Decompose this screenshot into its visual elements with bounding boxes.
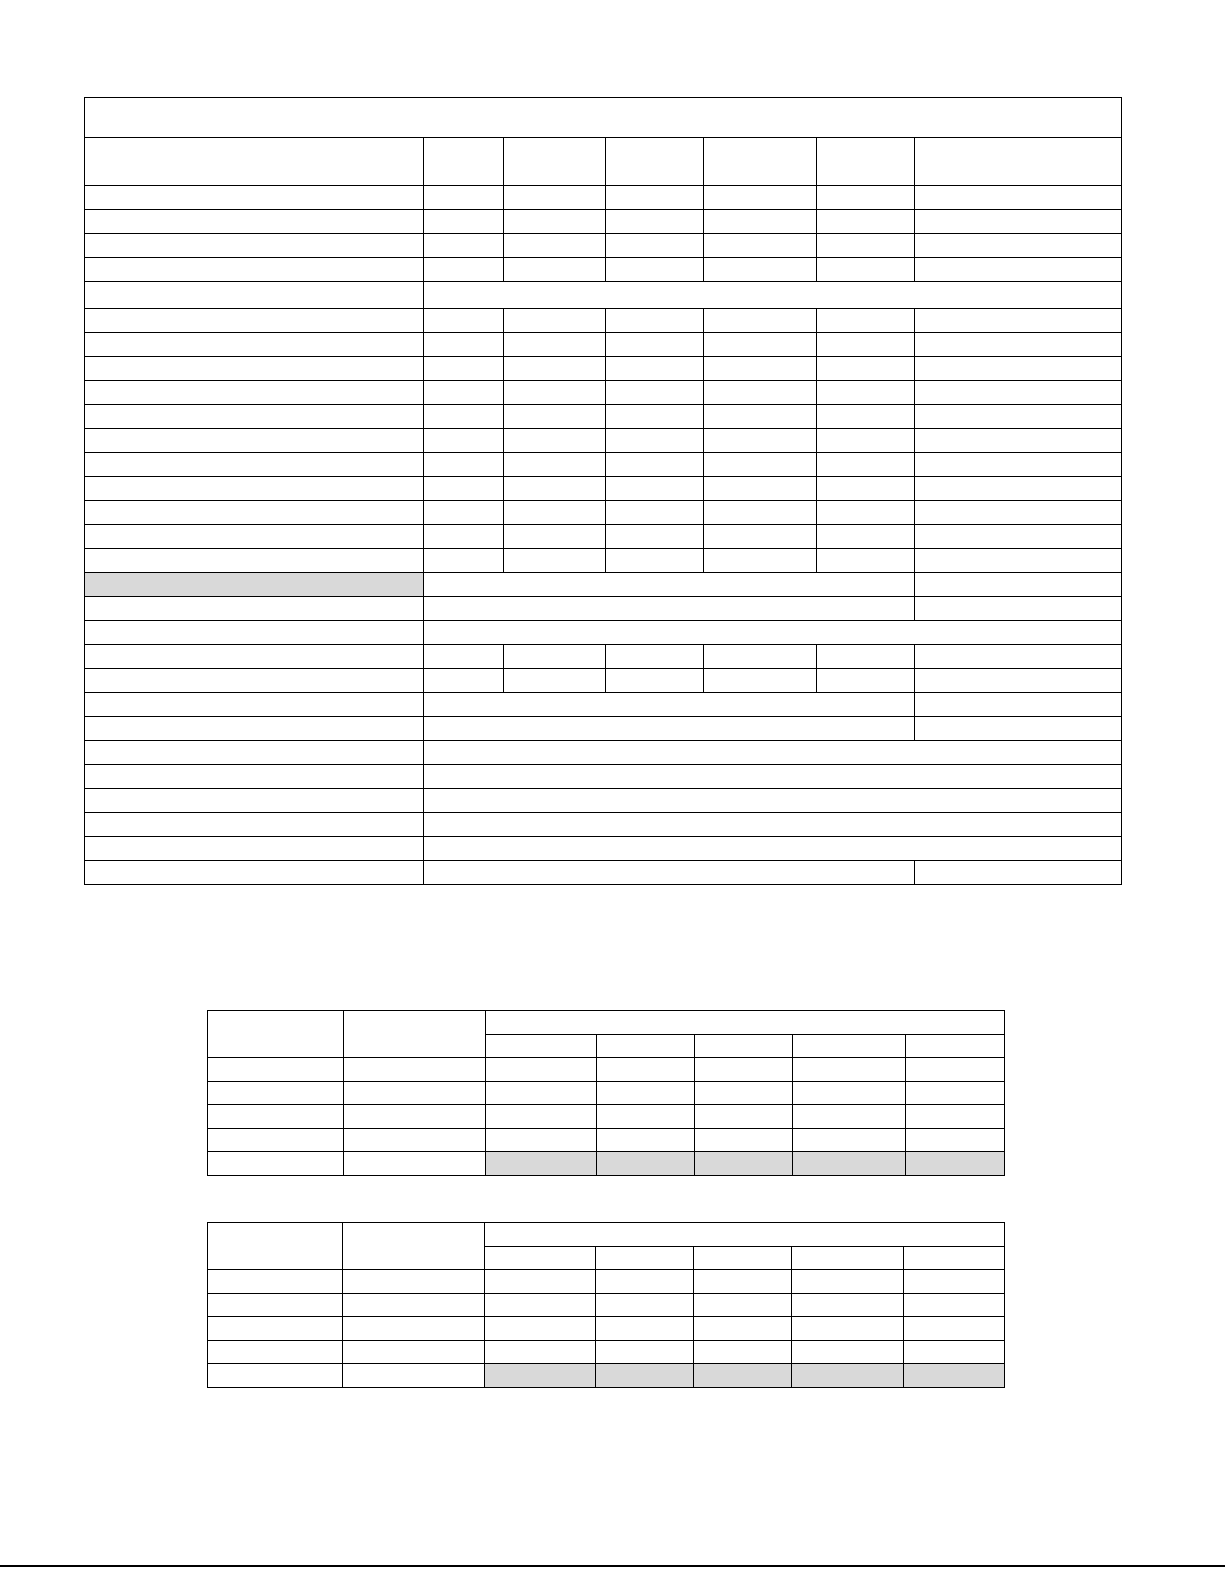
shaded-total-cell	[906, 1152, 1005, 1176]
form-cell[interactable]	[915, 501, 1122, 525]
form-cell[interactable]	[343, 1364, 485, 1388]
form-cell[interactable]	[344, 1105, 486, 1129]
form-cell[interactable]	[606, 549, 704, 573]
column-header	[504, 138, 606, 186]
form-cell[interactable]	[596, 1317, 694, 1341]
section-span-cell	[424, 621, 1122, 645]
column-header	[85, 138, 424, 186]
form-cell[interactable]	[904, 1293, 1005, 1317]
form-cell[interactable]	[504, 234, 606, 258]
form-cell[interactable]	[695, 1105, 793, 1129]
form-cell[interactable]	[606, 234, 704, 258]
form-cell[interactable]	[424, 549, 504, 573]
form-cell[interactable]	[817, 645, 915, 669]
form-cell[interactable]	[915, 429, 1122, 453]
form-cell[interactable]	[817, 501, 915, 525]
subtotal-row	[85, 693, 1122, 717]
merged-cell[interactable]	[424, 861, 915, 885]
form-cell[interactable]	[694, 1270, 792, 1294]
section-header-row	[85, 282, 1122, 309]
form-cell[interactable]	[606, 429, 704, 453]
form-cell[interactable]	[606, 381, 704, 405]
form-cell[interactable]	[596, 1293, 694, 1317]
form-cell[interactable]	[793, 1081, 906, 1105]
shaded-total-cell	[793, 1152, 906, 1176]
form-cell[interactable]	[597, 1081, 695, 1105]
form-cell[interactable]	[343, 1293, 485, 1317]
notes-row	[85, 837, 1122, 861]
subtotal-row	[85, 717, 1122, 741]
form-cell[interactable]	[424, 405, 504, 429]
form-cell[interactable]	[504, 525, 606, 549]
form-cell[interactable]	[208, 1293, 343, 1317]
form-cell[interactable]	[817, 549, 915, 573]
form-cell[interactable]	[817, 429, 915, 453]
form-cell[interactable]	[817, 453, 915, 477]
form-cell[interactable]	[817, 381, 915, 405]
total-cell[interactable]	[915, 861, 1122, 885]
form-cell[interactable]	[597, 1058, 695, 1082]
form-cell[interactable]	[597, 1105, 695, 1129]
form-cell[interactable]	[817, 309, 915, 333]
form-cell[interactable]	[704, 258, 817, 282]
row-label-cell	[85, 405, 424, 429]
form-cell[interactable]	[915, 549, 1122, 573]
form-cell[interactable]	[695, 1058, 793, 1082]
form-cell[interactable]	[704, 453, 817, 477]
form-cell[interactable]	[504, 501, 606, 525]
main-form-table	[84, 97, 1122, 885]
row-label-cell	[85, 837, 424, 861]
row-label-cell	[85, 234, 424, 258]
form-cell[interactable]	[208, 1340, 343, 1364]
row-label-cell	[85, 210, 424, 234]
form-cell[interactable]	[486, 1128, 597, 1152]
form-cell[interactable]	[695, 1081, 793, 1105]
form-cell[interactable]	[792, 1317, 904, 1341]
form-cell[interactable]	[424, 357, 504, 381]
shaded-total-cell	[596, 1364, 694, 1388]
column-header	[695, 1034, 793, 1058]
column-header	[904, 1246, 1005, 1270]
form-cell[interactable]	[906, 1105, 1005, 1129]
form-cell[interactable]	[208, 1317, 343, 1341]
form-cell[interactable]	[704, 477, 817, 501]
form-cell[interactable]	[915, 357, 1122, 381]
total-cell[interactable]	[915, 717, 1122, 741]
form-cell[interactable]	[915, 186, 1122, 210]
notes-row	[85, 765, 1122, 789]
form-cell[interactable]	[704, 381, 817, 405]
form-cell[interactable]	[597, 1128, 695, 1152]
column-header	[485, 1246, 596, 1270]
column-header	[704, 138, 817, 186]
table-row	[85, 381, 1122, 405]
form-cell[interactable]	[915, 309, 1122, 333]
form-cell[interactable]	[606, 258, 704, 282]
wide-entry-cell[interactable]	[424, 741, 1122, 765]
form-cell[interactable]	[606, 477, 704, 501]
merged-cell[interactable]	[424, 717, 915, 741]
row-label-cell	[85, 765, 424, 789]
merged-cell[interactable]	[424, 693, 915, 717]
form-cell[interactable]	[904, 1340, 1005, 1364]
form-cell[interactable]	[343, 1340, 485, 1364]
form-cell[interactable]	[504, 405, 606, 429]
form-cell[interactable]	[424, 525, 504, 549]
section-header-row	[85, 621, 1122, 645]
column-header	[694, 1246, 792, 1270]
table-row	[85, 210, 1122, 234]
row-label-cell	[85, 669, 424, 693]
form-cell[interactable]	[596, 1340, 694, 1364]
form-cell[interactable]	[606, 405, 704, 429]
form-cell[interactable]	[704, 549, 817, 573]
form-cell[interactable]	[695, 1128, 793, 1152]
form-cell[interactable]	[504, 333, 606, 357]
section-label-cell	[85, 282, 424, 309]
shaded-total-cell	[694, 1364, 792, 1388]
form-cell[interactable]	[792, 1340, 904, 1364]
form-cell[interactable]	[915, 525, 1122, 549]
form-cell[interactable]	[906, 1128, 1005, 1152]
form-cell[interactable]	[817, 186, 915, 210]
form-cell[interactable]	[504, 210, 606, 234]
row-label-cell	[85, 333, 424, 357]
form-cell[interactable]	[504, 549, 606, 573]
row-label-cell	[85, 525, 424, 549]
form-cell[interactable]	[208, 1058, 344, 1082]
total-cell[interactable]	[915, 597, 1122, 621]
form-cell[interactable]	[485, 1317, 596, 1341]
form-cell[interactable]	[704, 186, 817, 210]
form-cell[interactable]	[486, 1058, 597, 1082]
shaded-total-cell	[695, 1152, 793, 1176]
form-cell[interactable]	[606, 501, 704, 525]
form-cell[interactable]	[915, 645, 1122, 669]
form-cell[interactable]	[424, 669, 504, 693]
row-label-cell	[85, 309, 424, 333]
form-cell[interactable]	[915, 333, 1122, 357]
form-cell[interactable]	[504, 381, 606, 405]
form-cell[interactable]	[504, 669, 606, 693]
form-cell[interactable]	[485, 1340, 596, 1364]
summary-total-row	[208, 1364, 1005, 1388]
form-cell[interactable]	[485, 1270, 596, 1294]
form-cell[interactable]	[817, 258, 915, 282]
form-cell[interactable]	[793, 1105, 906, 1129]
form-cell[interactable]	[424, 333, 504, 357]
form-cell[interactable]	[694, 1340, 792, 1364]
table-row	[85, 357, 1122, 381]
form-cell[interactable]	[906, 1058, 1005, 1082]
form-cell[interactable]	[817, 357, 915, 381]
notes-row	[85, 789, 1122, 813]
row-label-cell	[85, 549, 424, 573]
subtotal-row	[85, 597, 1122, 621]
form-cell[interactable]	[504, 453, 606, 477]
form-cell[interactable]	[344, 1152, 486, 1176]
form-cell[interactable]	[485, 1293, 596, 1317]
row-label-cell	[85, 477, 424, 501]
form-cell[interactable]	[424, 234, 504, 258]
column-header	[915, 138, 1122, 186]
form-cell[interactable]	[596, 1270, 694, 1294]
section-label-cell	[85, 717, 424, 741]
form-cell[interactable]	[915, 258, 1122, 282]
final-total-row	[85, 861, 1122, 885]
shaded-total-cell	[792, 1364, 904, 1388]
form-cell[interactable]	[793, 1128, 906, 1152]
form-cell[interactable]	[504, 186, 606, 210]
total-cell[interactable]	[915, 573, 1122, 597]
row-label-cell	[85, 429, 424, 453]
table-row	[208, 1105, 1005, 1129]
form-cell[interactable]	[606, 333, 704, 357]
form-cell[interactable]	[606, 186, 704, 210]
table-row	[208, 1340, 1005, 1364]
summary-header-row	[208, 1223, 1005, 1247]
summary-table	[207, 1010, 1005, 1176]
row-label-cell	[85, 186, 424, 210]
row-label-cell	[85, 453, 424, 477]
form-cell[interactable]	[344, 1081, 486, 1105]
form-cell[interactable]	[424, 309, 504, 333]
table-row	[85, 234, 1122, 258]
form-cell[interactable]	[343, 1317, 485, 1341]
form-cell[interactable]	[704, 669, 817, 693]
table-row	[85, 501, 1122, 525]
form-cell[interactable]	[817, 234, 915, 258]
table-row	[85, 429, 1122, 453]
column-header	[606, 138, 704, 186]
table-row	[85, 186, 1122, 210]
row-label-cell	[85, 789, 424, 813]
column-header	[596, 1246, 694, 1270]
column-header	[424, 138, 504, 186]
table-row	[85, 549, 1122, 573]
form-cell[interactable]	[208, 1105, 344, 1129]
form-cell[interactable]	[792, 1270, 904, 1294]
merged-cell[interactable]	[424, 573, 915, 597]
total-label-cell	[208, 1152, 344, 1176]
form-cell[interactable]	[817, 405, 915, 429]
form-cell[interactable]	[424, 453, 504, 477]
summary-total-row	[208, 1152, 1005, 1176]
section-span-cell	[424, 282, 1122, 309]
table-row	[85, 669, 1122, 693]
group-header	[486, 1011, 1005, 1035]
form-cell[interactable]	[906, 1081, 1005, 1105]
form-cell[interactable]	[915, 669, 1122, 693]
form-cell[interactable]	[704, 357, 817, 381]
column-header	[343, 1223, 485, 1270]
column-header	[793, 1034, 906, 1058]
form-cell[interactable]	[704, 210, 817, 234]
form-cell[interactable]	[694, 1317, 792, 1341]
wide-entry-cell[interactable]	[424, 765, 1122, 789]
shaded-total-cell	[904, 1364, 1005, 1388]
table-row	[208, 1058, 1005, 1082]
form-cell[interactable]	[424, 645, 504, 669]
form-cell[interactable]	[817, 669, 915, 693]
form-cell[interactable]	[424, 381, 504, 405]
row-label-cell	[85, 645, 424, 669]
form-cell[interactable]	[606, 210, 704, 234]
row-label-cell	[85, 357, 424, 381]
form-cell[interactable]	[208, 1270, 343, 1294]
table-row	[85, 645, 1122, 669]
wide-entry-cell[interactable]	[424, 813, 1122, 837]
form-cell[interactable]	[344, 1128, 486, 1152]
row-label-cell	[85, 597, 424, 621]
merged-cell[interactable]	[424, 597, 915, 621]
form-cell[interactable]	[704, 429, 817, 453]
column-header	[792, 1246, 904, 1270]
table-row	[208, 1293, 1005, 1317]
form-cell[interactable]	[793, 1058, 906, 1082]
form-cell[interactable]	[424, 258, 504, 282]
row-label-cell	[85, 693, 424, 717]
table-row	[85, 477, 1122, 501]
notes-row	[85, 813, 1122, 837]
column-header	[208, 1223, 343, 1270]
form-cell[interactable]	[424, 477, 504, 501]
row-label-cell	[85, 258, 424, 282]
form-cell[interactable]	[817, 525, 915, 549]
shaded-total-cell	[485, 1364, 596, 1388]
column-header	[817, 138, 915, 186]
form-cell[interactable]	[704, 405, 817, 429]
form-cell[interactable]	[504, 645, 606, 669]
form-cell[interactable]	[915, 477, 1122, 501]
form-cell[interactable]	[704, 501, 817, 525]
form-cell[interactable]	[606, 453, 704, 477]
column-header	[906, 1034, 1005, 1058]
form-cell[interactable]	[792, 1293, 904, 1317]
form-cell[interactable]	[424, 501, 504, 525]
table-row	[208, 1317, 1005, 1341]
form-cell[interactable]	[504, 309, 606, 333]
column-header	[597, 1034, 695, 1058]
form-cell[interactable]	[606, 525, 704, 549]
form-cell[interactable]	[915, 210, 1122, 234]
column-header-row	[85, 138, 1122, 186]
form-cell[interactable]	[915, 234, 1122, 258]
wide-entry-cell[interactable]	[424, 789, 1122, 813]
group-header	[485, 1223, 1005, 1247]
form-cell[interactable]	[694, 1293, 792, 1317]
form-cell[interactable]	[817, 210, 915, 234]
form-cell[interactable]	[504, 357, 606, 381]
form-cell[interactable]	[915, 405, 1122, 429]
form-cell[interactable]	[208, 1128, 344, 1152]
row-label-cell	[85, 741, 424, 765]
form-cell[interactable]	[343, 1270, 485, 1294]
row-label-cell	[85, 381, 424, 405]
form-cell[interactable]	[904, 1317, 1005, 1341]
form-cell[interactable]	[915, 453, 1122, 477]
table-row	[85, 333, 1122, 357]
page-bottom-rule	[0, 1565, 1225, 1567]
total-cell[interactable]	[915, 693, 1122, 717]
form-cell[interactable]	[208, 1081, 344, 1105]
form-cell[interactable]	[817, 333, 915, 357]
form-cell[interactable]	[606, 357, 704, 381]
subtotal-row	[85, 573, 1122, 597]
table-row	[85, 405, 1122, 429]
form-cell[interactable]	[486, 1105, 597, 1129]
table-row	[85, 258, 1122, 282]
form-cell[interactable]	[915, 381, 1122, 405]
form-cell[interactable]	[424, 186, 504, 210]
total-label-cell	[208, 1364, 343, 1388]
shaded-total-cell	[486, 1152, 597, 1176]
table-row	[85, 453, 1122, 477]
form-cell[interactable]	[606, 309, 704, 333]
column-header	[486, 1034, 597, 1058]
table-title-cell	[85, 98, 1122, 138]
column-header	[344, 1011, 486, 1058]
shaded-total-cell	[597, 1152, 695, 1176]
section-label-cell	[85, 621, 424, 645]
table-title-row	[85, 98, 1122, 138]
form-cell[interactable]	[817, 477, 915, 501]
section-label-cell	[85, 573, 424, 597]
column-header	[208, 1011, 344, 1058]
form-cell[interactable]	[504, 258, 606, 282]
row-label-cell	[85, 861, 424, 885]
form-cell[interactable]	[486, 1081, 597, 1105]
table-row	[208, 1270, 1005, 1294]
summary-header-row	[208, 1011, 1005, 1035]
notes-row	[85, 741, 1122, 765]
form-cell[interactable]	[606, 669, 704, 693]
form-cell[interactable]	[344, 1058, 486, 1082]
form-cell[interactable]	[704, 525, 817, 549]
form-cell[interactable]	[504, 429, 606, 453]
summary-table	[207, 1222, 1005, 1388]
form-cell[interactable]	[704, 234, 817, 258]
form-cell[interactable]	[504, 477, 606, 501]
form-cell[interactable]	[424, 429, 504, 453]
table-row	[85, 309, 1122, 333]
table-row	[85, 525, 1122, 549]
table-row	[208, 1128, 1005, 1152]
row-label-cell	[85, 501, 424, 525]
form-cell[interactable]	[704, 333, 817, 357]
wide-entry-cell[interactable]	[424, 837, 1122, 861]
form-cell[interactable]	[904, 1270, 1005, 1294]
form-cell[interactable]	[704, 309, 817, 333]
row-label-cell	[85, 813, 424, 837]
form-cell[interactable]	[424, 210, 504, 234]
form-cell[interactable]	[606, 645, 704, 669]
table-row	[208, 1081, 1005, 1105]
form-cell[interactable]	[704, 645, 817, 669]
